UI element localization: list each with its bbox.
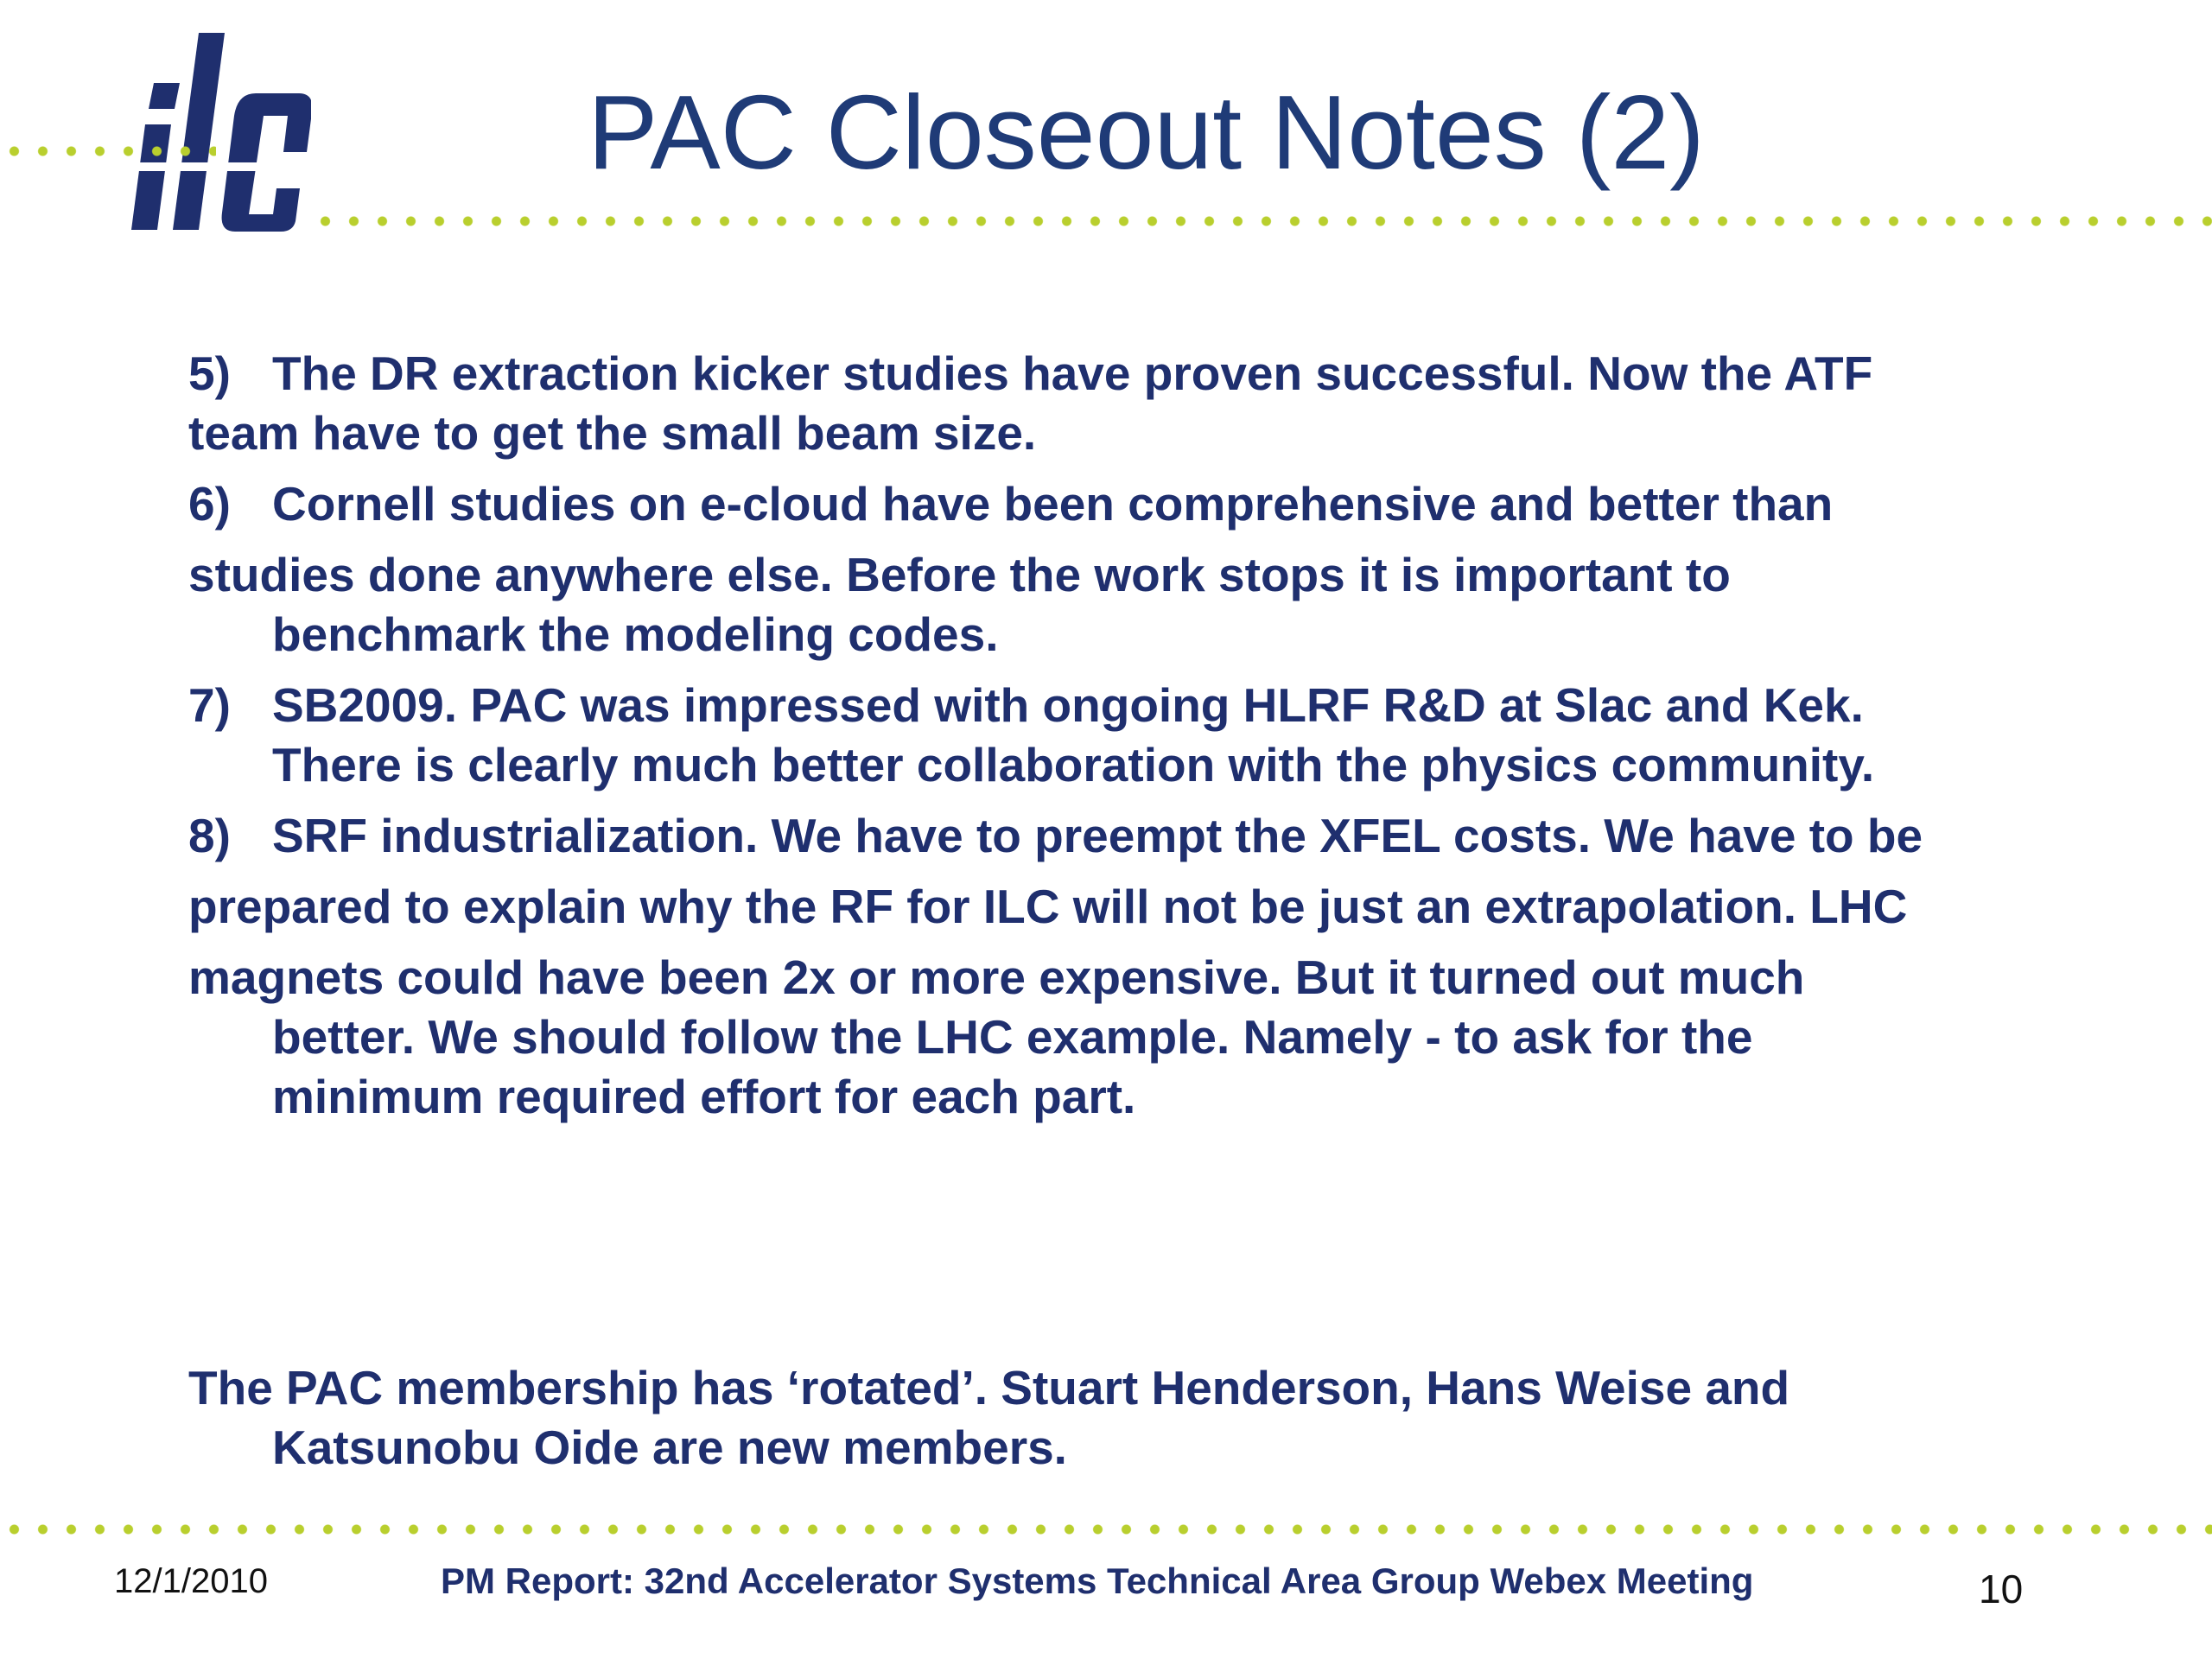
list-number: 7) (188, 678, 231, 732)
list-item-5-line-1: 5) The DR extraction kicker studies have proven successful. Now the ATF (188, 344, 2089, 404)
footer-title: PM Report: 32nd Accelerator Systems Technical Area Group Webex Meeting (441, 1560, 1754, 1601)
closing-note (188, 1358, 2089, 1478)
list-item-6-line-1: 6) Cornell studies on e-cloud have been comprehensive and better than (188, 474, 2089, 534)
list-number: 6) (188, 477, 231, 531)
logo-l-stem (173, 33, 225, 230)
list-item-6-line-3: benchmark the modeling codes. (272, 607, 999, 661)
list-item-8-line-2: prepared to explain why the RF for ILC will not be just an extrapolation. LHC (188, 880, 1908, 933)
logo-i-dot-top (149, 83, 180, 109)
list-number: 5) (188, 346, 231, 400)
list-item-7-line-2: There is clearly much better collaboration with the physics community. (272, 738, 1875, 791)
list-number: 8) (188, 809, 231, 862)
slide-title: PAC Closeout Notes (2) (588, 73, 1705, 191)
list-item-5-line-2: team have to get the small beam size. (188, 406, 1037, 460)
footer-date: 12/1/2010 (114, 1562, 268, 1600)
list-item-8-line-4: better. We should follow the LHC example. Namely - to ask for the (272, 1010, 1753, 1064)
list-item-6-line-2: studies done anywhere else. Before the work stops it is important to (188, 548, 1731, 601)
closing-line-1: The PAC membership has ‘rotated’. Stuart Henderson, Hans Weise and (188, 1361, 1790, 1414)
logo-i-stem-bottom (131, 124, 171, 230)
ilc-logo (130, 33, 311, 236)
decorative-dot-line-footer (0, 1521, 2212, 1538)
list-item-8-line-3: magnets could have been 2x or more expensive. But it turned out much (188, 950, 1805, 1004)
closing-line-2: Katsunobu Oide are new members. (272, 1421, 1067, 1474)
list-item-8-line-5: minimum required effort for each part. (272, 1070, 1136, 1123)
decorative-dot-line-top-left (0, 143, 216, 160)
slide-body (188, 344, 2089, 1127)
list-item-8-line-1: 8) SRF industrialization. We have to preempt the XFEL costs. We have to be (188, 806, 2089, 866)
page-number: 10 (1979, 1567, 2024, 1611)
list-item-7-line-1: 7) SB2009. PAC was impressed with ongoing HLRF R&D at Slac and Kek. (188, 676, 2089, 735)
decorative-dot-line-header (311, 213, 2212, 230)
